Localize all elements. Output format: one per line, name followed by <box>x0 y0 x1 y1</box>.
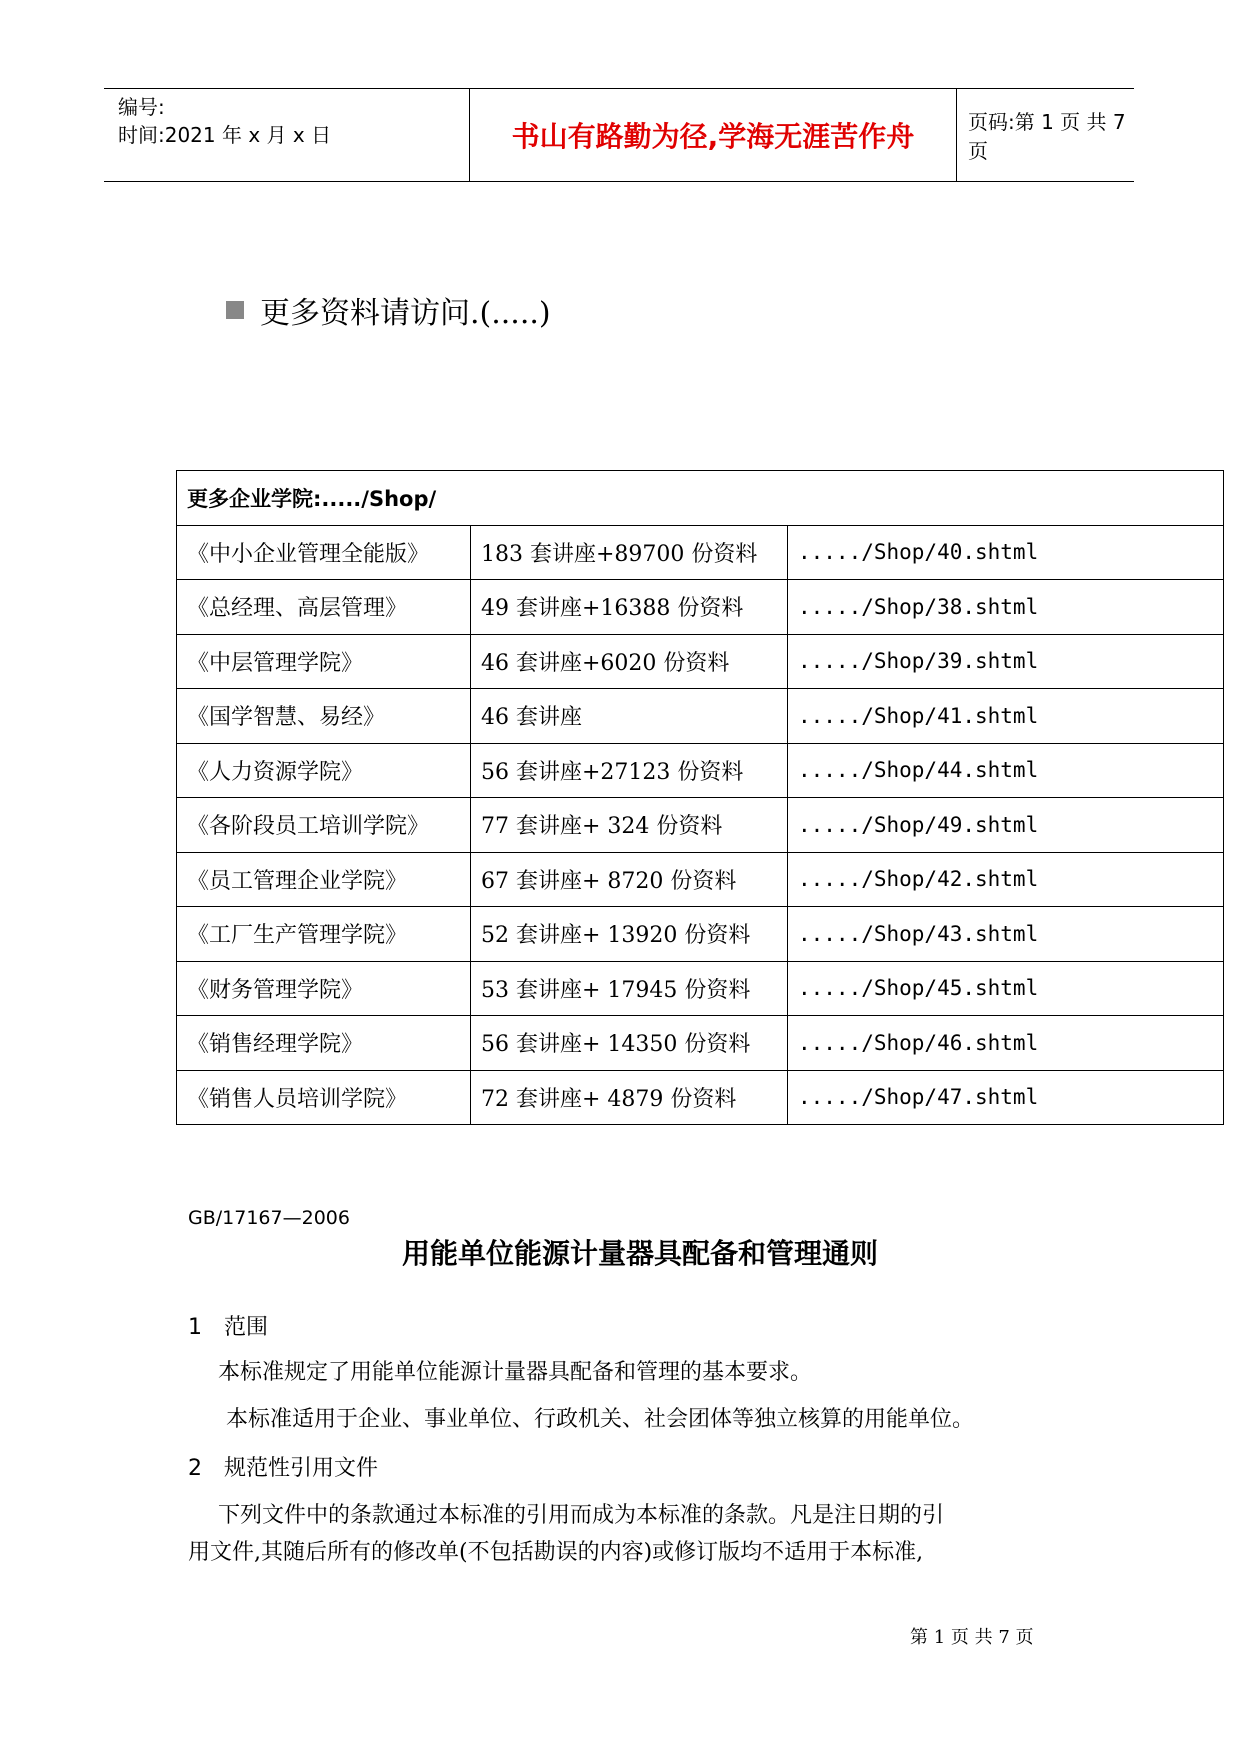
course-desc-cell: 46 套讲座 <box>471 689 788 744</box>
table-row <box>177 634 1224 689</box>
course-name-cell: 《各阶段员工培训学院》 <box>177 798 471 853</box>
course-name-cell: 《财务管理学院》 <box>177 961 471 1016</box>
table-row <box>177 580 1224 635</box>
course-name-cell: 《销售经理学院》 <box>177 1016 471 1071</box>
course-link-cell: ...../Shop/46.shtml <box>788 1016 1224 1071</box>
course-desc-cell: 53 套讲座+ 17945 份资料 <box>471 961 788 1016</box>
page-footer: 第 1 页 共 7 页 <box>910 1627 1034 1648</box>
square-bullet-icon <box>226 301 244 319</box>
number-label: 编号: <box>118 95 165 119</box>
section-number: 1 <box>188 1315 202 1340</box>
course-desc-cell: 77 套讲座+ 324 份资料 <box>471 798 788 853</box>
table-row <box>177 852 1224 907</box>
standard-code: GB/17167—2006 <box>188 1207 350 1229</box>
course-name-cell: 《中层管理学院》 <box>177 634 471 689</box>
course-link-cell: ...../Shop/44.shtml <box>788 743 1224 798</box>
course-name-cell: 《国学智慧、易经》 <box>177 689 471 744</box>
course-link-cell: ...../Shop/49.shtml <box>788 798 1224 853</box>
table-row <box>177 1070 1224 1125</box>
course-link-cell: ...../Shop/45.shtml <box>788 961 1224 1016</box>
table-row <box>177 907 1224 962</box>
course-link-cell: ...../Shop/42.shtml <box>788 852 1224 907</box>
header-meta <box>118 93 331 149</box>
table-row <box>177 689 1224 744</box>
page-header <box>104 88 1134 182</box>
time-label: 时间:2021 年 x 月 x 日 <box>118 123 332 147</box>
table-row <box>177 798 1224 853</box>
course-name-cell: 《中小企业管理全能版》 <box>177 525 471 580</box>
document-title: 用能单位能源计量器具配备和管理通则 <box>401 1237 878 1270</box>
table-header-cell: 更多企业学院:...../Shop/ <box>177 471 1224 526</box>
course-link-cell: ...../Shop/39.shtml <box>788 634 1224 689</box>
header-page-label: 页码:第 1 页 共 7 页 <box>968 110 1126 163</box>
more-info-line <box>226 288 551 332</box>
course-desc-cell: 56 套讲座+ 14350 份资料 <box>471 1016 788 1071</box>
table-row <box>177 743 1224 798</box>
course-name-cell: 《人力资源学院》 <box>177 743 471 798</box>
header-motto: 书山有路勤为径,学海无涯苦作舟 <box>511 120 915 153</box>
more-info-text: 更多资料请访问.(.....) <box>260 296 551 331</box>
header-divider-right <box>956 89 957 181</box>
course-link-cell: ...../Shop/40.shtml <box>788 525 1224 580</box>
course-desc-cell: 49 套讲座+16388 份资料 <box>471 580 788 635</box>
course-desc-cell: 46 套讲座+6020 份资料 <box>471 634 788 689</box>
course-desc-cell: 67 套讲座+ 8720 份资料 <box>471 852 788 907</box>
table-row <box>177 961 1224 1016</box>
table-header-row <box>177 471 1224 526</box>
section-2-line-1: 下列文件中的条款通过本标准的引用而成为本标准的条款。凡是注日期的引 <box>218 1503 945 1528</box>
course-desc-cell: 56 套讲座+27123 份资料 <box>471 743 788 798</box>
course-desc-cell: 72 套讲座+ 4879 份资料 <box>471 1070 788 1125</box>
course-desc-cell: 183 套讲座+89700 份资料 <box>471 525 788 580</box>
course-link-cell: ...../Shop/47.shtml <box>788 1070 1224 1125</box>
course-name-cell: 《员工管理企业学院》 <box>177 852 471 907</box>
section-1-paragraph-2: 本标准适用于企业、事业单位、行政机关、社会团体等独立核算的用能单位。 <box>226 1407 975 1432</box>
section-1-heading <box>188 1310 268 1341</box>
course-link-cell: ...../Shop/43.shtml <box>788 907 1224 962</box>
table-row <box>177 1016 1224 1071</box>
course-name-cell: 《销售人员培训学院》 <box>177 1070 471 1125</box>
section-1-paragraph-1: 本标准规定了用能单位能源计量器具配备和管理的基本要求。 <box>218 1360 813 1385</box>
course-link-cell: ...../Shop/41.shtml <box>788 689 1224 744</box>
section-title: 规范性引用文件 <box>224 1456 379 1481</box>
course-table <box>176 470 1224 1125</box>
course-link-cell: ...../Shop/38.shtml <box>788 580 1224 635</box>
section-2-line-2: 用文件,其随后所有的修改单(不包括勘误的内容)或修订版均不适用于本标准, <box>188 1540 924 1565</box>
course-name-cell: 《总经理、高层管理》 <box>177 580 471 635</box>
section-number: 2 <box>188 1456 202 1481</box>
section-2-heading <box>188 1451 378 1482</box>
section-title: 范围 <box>224 1315 269 1340</box>
course-name-cell: 《工厂生产管理学院》 <box>177 907 471 962</box>
course-desc-cell: 52 套讲座+ 13920 份资料 <box>471 907 788 962</box>
table-row <box>177 525 1224 580</box>
